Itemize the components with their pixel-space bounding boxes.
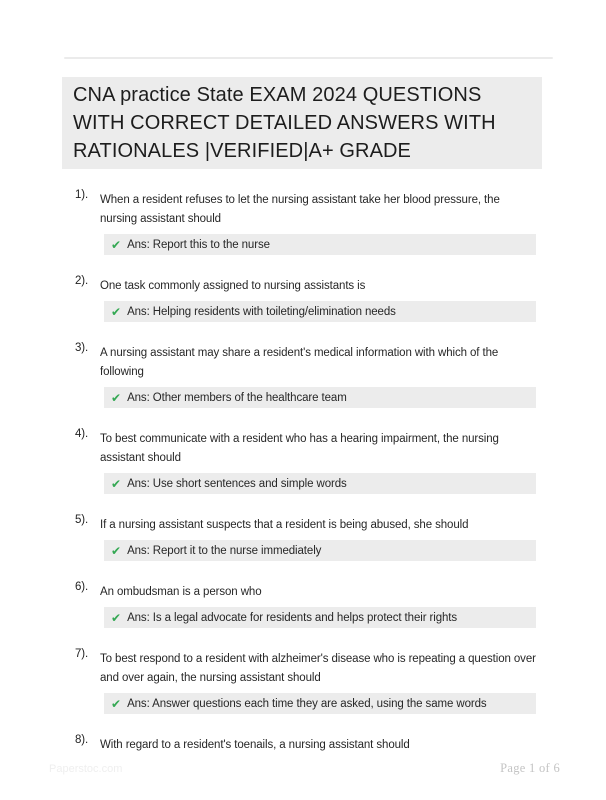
footer-watermark: Paperstoc.com (49, 763, 123, 775)
answer-box (104, 473, 536, 494)
question-row (75, 191, 536, 229)
question-number: 8). (75, 734, 89, 746)
answer-text: Ans: Helping residents with toileting/elimination needs (127, 305, 396, 318)
question-text: One task commonly assigned to nursing assistants is (100, 280, 366, 292)
question-list (75, 191, 536, 755)
question-number: 1). (75, 189, 89, 201)
question-row (75, 650, 536, 688)
answer-box (104, 387, 536, 408)
question-number: 4). (75, 428, 89, 440)
question-text: When a resident refuses to let the nursing assistant take her blood pressure, the nursing assistant should (100, 194, 500, 225)
check-icon: ✔ (111, 390, 122, 405)
check-icon: ✔ (111, 610, 122, 625)
question-text: To best communicate with a resident who has a hearing impairment, the nursing assistant should (100, 433, 499, 464)
question-text: If a nursing assistant suspects that a resident is being abused, she should (100, 519, 469, 531)
answer-box (104, 607, 536, 628)
question-row (75, 516, 536, 535)
answer-text: Ans: Is a legal advocate for residents and helps protect their rights (127, 611, 458, 624)
question-block (75, 516, 536, 561)
page-title: CNA practice State EXAM 2024 QUESTIONS WITH CORRECT DETAILED ANSWERS WITH RATIONALES |VERIFIED|A+ GRADE (73, 84, 496, 162)
answer-text: Ans: Use short sentences and simple words (127, 477, 347, 490)
question-number: 7). (75, 648, 89, 660)
question-number: 2). (75, 275, 89, 287)
question-block (75, 430, 536, 494)
question-text: An ombudsman is a person who (100, 586, 262, 598)
question-block (75, 344, 536, 408)
document-title-box (62, 77, 542, 169)
question-number: 5). (75, 514, 89, 526)
answer-text: Ans: Report this to the nurse (127, 238, 270, 251)
question-number: 3). (75, 342, 89, 354)
answer-text: Ans: Other members of the healthcare team (127, 391, 347, 404)
answer-text: Ans: Answer questions each time they are asked, using the same words (127, 697, 487, 710)
question-block (75, 736, 536, 755)
page-indicator: Page 1 of 6 (500, 761, 560, 775)
question-text: A nursing assistant may share a resident's medical information with which of the following (100, 347, 499, 378)
question-text: To best respond to a resident with alzheimer's disease who is repeating a question over and over again, the nursing assistant should (100, 653, 536, 684)
question-row (75, 344, 536, 382)
check-icon: ✔ (111, 543, 122, 558)
answer-box (104, 540, 536, 561)
question-block (75, 650, 536, 714)
question-row (75, 736, 536, 755)
question-row (75, 277, 536, 296)
question-row (75, 583, 536, 602)
answer-box (104, 301, 536, 322)
check-icon: ✔ (111, 237, 122, 252)
answer-box (104, 234, 536, 255)
answer-text: Ans: Report it to the nurse immediately (127, 544, 322, 557)
check-icon: ✔ (111, 304, 122, 319)
answer-box (104, 693, 536, 714)
check-icon: ✔ (111, 476, 122, 491)
question-number: 6). (75, 581, 89, 593)
page-top-divider (64, 57, 553, 59)
question-block (75, 191, 536, 255)
question-text: With regard to a resident's toenails, a nursing assistant should (100, 739, 410, 751)
question-block (75, 277, 536, 322)
check-icon: ✔ (111, 696, 122, 711)
question-block (75, 583, 536, 628)
question-row (75, 430, 536, 468)
